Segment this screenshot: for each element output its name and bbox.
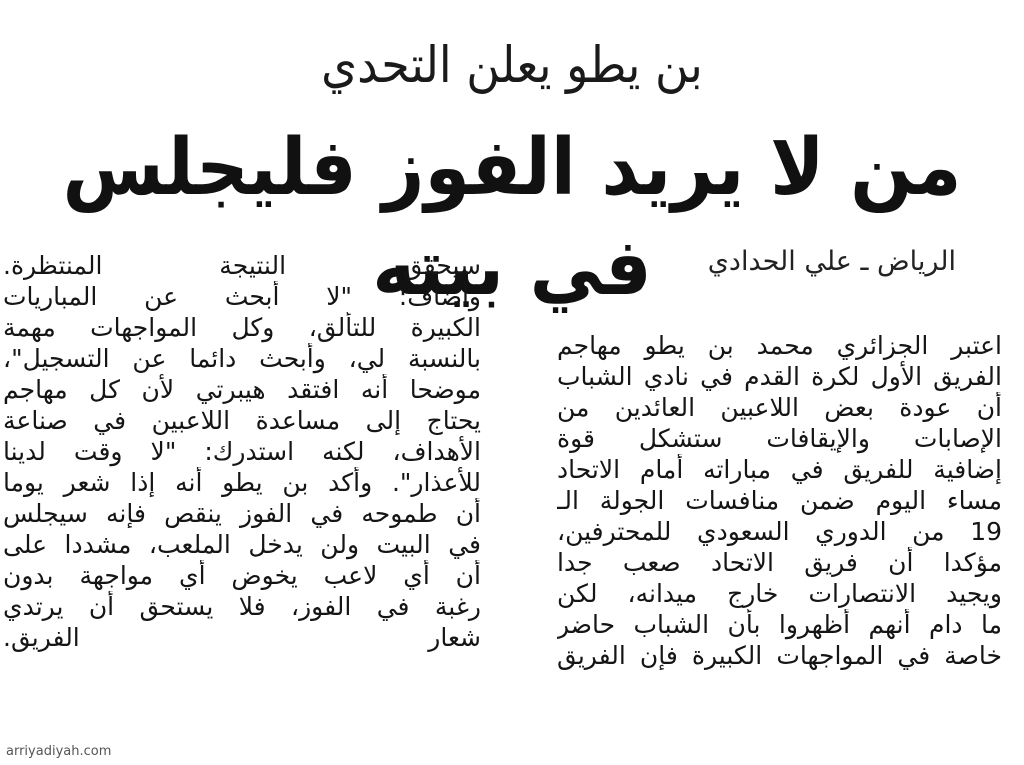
article-line: الكبيرة للتألق، وكل المواجهات مهمة bbox=[3, 313, 481, 342]
article-line: مساء اليوم ضمن منافسات الجولة الـ bbox=[557, 486, 1002, 515]
article-line: خاصة في المواجهات الكبيرة فإن الفريق bbox=[557, 641, 1002, 670]
article-line: أن أي لاعب يخوض أي مواجهة بدون bbox=[3, 561, 481, 590]
article-line: أن طموحه في الفوز ينقص فإنه سيجلس bbox=[3, 499, 481, 528]
article-line: الأهداف، لكنه استدرك: "لا وقت لدينا bbox=[3, 437, 481, 466]
article-line: في البيت ولن يدخل الملعب، مشددا على bbox=[3, 530, 481, 559]
article-line: 19 من الدوري السعودي للمحترفين، bbox=[557, 517, 1002, 546]
article-line: موضحا أنه افتقد هيبرتي لأن كل مهاجم bbox=[3, 375, 481, 404]
article-line: ويجيد الانتصارات خارج ميدانه، لكن bbox=[557, 579, 1002, 608]
source-watermark: arriyadiyah.com bbox=[6, 744, 112, 759]
article-line: بالنسبة لي، وأبحث دائما عن التسجيل"، bbox=[3, 344, 481, 373]
article-line: رغبة في الفوز، فلا يستحق أن يرتدي bbox=[3, 592, 481, 621]
article-line: أن عودة بعض اللاعبين العائدين من bbox=[557, 393, 1002, 422]
article-line: الإصابات والإيقافات ستشكل قوة bbox=[557, 424, 1002, 453]
article-column-left bbox=[3, 250, 481, 653]
article-line: إضافية للفريق في مباراته أمام الاتحاد bbox=[557, 455, 1002, 484]
article-line: للأعذار". وأكد بن يطو أنه إذا شعر يوما bbox=[3, 468, 481, 497]
article-byline: الرياض ـ علي الحدادي bbox=[707, 246, 956, 277]
article-headline: من لا يريد الفوز فليجلس في بيته bbox=[62, 123, 962, 313]
article-line: مؤكدا أن فريق الاتحاد صعب جدا bbox=[557, 548, 1002, 577]
article-column-right bbox=[557, 330, 1002, 671]
article-kicker: بن يطو يعلن التحدي bbox=[321, 36, 703, 94]
article-line: اعتبر الجزائري محمد بن يطو مهاجم bbox=[557, 331, 1002, 360]
article-line: ما دام أنهم أظهروا بأن الشباب حاضر bbox=[557, 610, 1002, 639]
article-line: يحتاج إلى مساعدة اللاعبين في صناعة bbox=[3, 406, 481, 435]
article-line: الفريق الأول لكرة القدم في نادي الشباب bbox=[557, 362, 1002, 391]
article-line: شعار الفريق. bbox=[3, 623, 481, 652]
article-line: سيحقق النتيجة المنتظرة. bbox=[3, 251, 481, 280]
article-line: وأضاف: "لا أبحث عن المباريات bbox=[3, 282, 481, 311]
